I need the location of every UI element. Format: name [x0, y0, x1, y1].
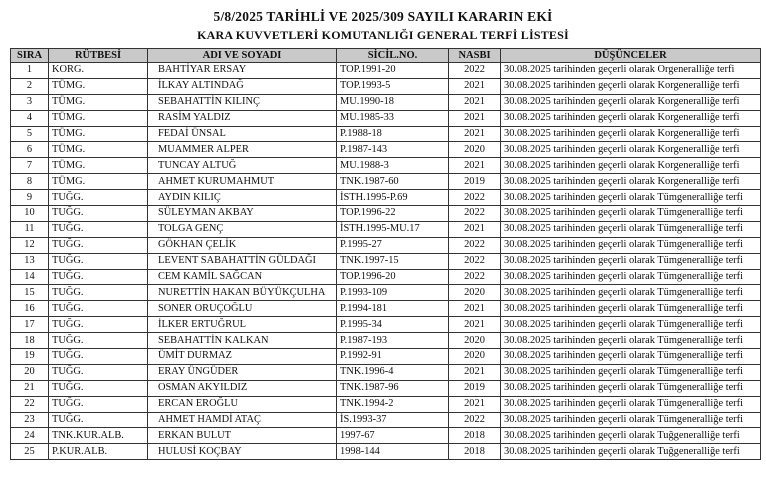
cell-sicil-no: P.1994-181: [337, 301, 449, 317]
cell-dusunceler: 30.08.2025 tarihinden geçerli olarak Tuğgeneralliğe terfi: [501, 444, 761, 460]
table-row: [11, 301, 761, 317]
cell-sicil-no: 1998-144: [337, 444, 449, 460]
cell-nasbi: 2018: [449, 444, 501, 460]
cell-rutbe: TUĞG.: [49, 412, 148, 428]
cell-ad-soyad: BAHTİYAR ERSAY: [148, 63, 337, 79]
cell-sira: 23: [11, 412, 49, 428]
cell-nasbi: 2019: [449, 174, 501, 190]
cell-dusunceler: 30.08.2025 tarihinden geçerli olarak Tümgeneralliğe terfi: [501, 317, 761, 333]
cell-sicil-no: TNK.1994-2: [337, 396, 449, 412]
cell-ad-soyad: GÖKHAN ÇELİK: [148, 237, 337, 253]
cell-nasbi: 2020: [449, 349, 501, 365]
cell-nasbi: 2022: [449, 253, 501, 269]
cell-sira: 2: [11, 78, 49, 94]
table-row: [11, 253, 761, 269]
cell-ad-soyad: LEVENT SABAHATTİN GÜLDAĞI: [148, 253, 337, 269]
cell-dusunceler: 30.08.2025 tarihinden geçerli olarak Orgeneralliğe terfi: [501, 63, 761, 79]
cell-sicil-no: TOP.1993-5: [337, 78, 449, 94]
cell-rutbe: TUĞG.: [49, 237, 148, 253]
cell-nasbi: 2022: [449, 190, 501, 206]
cell-ad-soyad: SÜLEYMAN AKBAY: [148, 206, 337, 222]
table-row: [11, 269, 761, 285]
table-row: [11, 206, 761, 222]
cell-dusunceler: 30.08.2025 tarihinden geçerli olarak Tümgeneralliğe terfi: [501, 269, 761, 285]
cell-ad-soyad: ERKAN BULUT: [148, 428, 337, 444]
cell-rutbe: TUĞG.: [49, 317, 148, 333]
cell-dusunceler: 30.08.2025 tarihinden geçerli olarak Tümgeneralliğe terfi: [501, 333, 761, 349]
cell-rutbe: TUĞG.: [49, 285, 148, 301]
cell-ad-soyad: AHMET HAMDİ ATAÇ: [148, 412, 337, 428]
cell-ad-soyad: SEBAHATTİN KALKAN: [148, 333, 337, 349]
cell-ad-soyad: NURETTİN HAKAN BÜYÜKÇULHA: [148, 285, 337, 301]
cell-sira: 4: [11, 110, 49, 126]
cell-sicil-no: TNK.1997-15: [337, 253, 449, 269]
cell-sicil-no: TOP.1991-20: [337, 63, 449, 79]
table-row: [11, 333, 761, 349]
cell-sicil-no: TNK.1987-60: [337, 174, 449, 190]
cell-nasbi: 2018: [449, 428, 501, 444]
cell-nasbi: 2021: [449, 78, 501, 94]
cell-nasbi: 2021: [449, 221, 501, 237]
cell-ad-soyad: TUNCAY ALTUĞ: [148, 158, 337, 174]
table-row: [11, 190, 761, 206]
table-row: [11, 158, 761, 174]
cell-ad-soyad: FEDAİ ÜNSAL: [148, 126, 337, 142]
cell-nasbi: 2019: [449, 380, 501, 396]
cell-rutbe: TUĞG.: [49, 333, 148, 349]
table-row: [11, 380, 761, 396]
table-row: [11, 221, 761, 237]
cell-sira: 15: [11, 285, 49, 301]
table-row: [11, 428, 761, 444]
cell-sicil-no: MU.1985-33: [337, 110, 449, 126]
cell-ad-soyad: SONER ORUÇOĞLU: [148, 301, 337, 317]
cell-ad-soyad: SEBAHATTİN KILINÇ: [148, 94, 337, 110]
cell-rutbe: TUĞG.: [49, 253, 148, 269]
cell-sicil-no: MU.1990-18: [337, 94, 449, 110]
cell-rutbe: TUĞG.: [49, 396, 148, 412]
cell-nasbi: 2021: [449, 94, 501, 110]
header-sicil-no: SİCİL.NO.: [337, 49, 449, 63]
cell-rutbe: TUĞG.: [49, 380, 148, 396]
table-row: [11, 396, 761, 412]
cell-sicil-no: P.1993-109: [337, 285, 449, 301]
cell-sicil-no: İSTH.1995-P.69: [337, 190, 449, 206]
table-row: [11, 110, 761, 126]
cell-ad-soyad: RASİM YALDIZ: [148, 110, 337, 126]
cell-rutbe: TÜMG.: [49, 110, 148, 126]
cell-dusunceler: 30.08.2025 tarihinden geçerli olarak Tümgeneralliğe terfi: [501, 364, 761, 380]
table-header-row: [11, 49, 761, 63]
cell-ad-soyad: MUAMMER ALPER: [148, 142, 337, 158]
cell-nasbi: 2020: [449, 142, 501, 158]
cell-sira: 24: [11, 428, 49, 444]
cell-dusunceler: 30.08.2025 tarihinden geçerli olarak Korgeneralliğe terfi: [501, 110, 761, 126]
table-body: [11, 63, 761, 460]
cell-nasbi: 2020: [449, 333, 501, 349]
cell-ad-soyad: ERAY ÜNGÜDER: [148, 364, 337, 380]
table-row: [11, 94, 761, 110]
table-row: [11, 364, 761, 380]
cell-dusunceler: 30.08.2025 tarihinden geçerli olarak Tümgeneralliğe terfi: [501, 237, 761, 253]
cell-sicil-no: İSTH.1995-MU.17: [337, 221, 449, 237]
cell-sicil-no: P.1995-27: [337, 237, 449, 253]
cell-rutbe: TÜMG.: [49, 142, 148, 158]
document-title: 5/8/2025 TARİHLİ VE 2025/309 SAYILI KARARIN EKİ: [213, 9, 553, 24]
cell-sira: 25: [11, 444, 49, 460]
table-row: [11, 317, 761, 333]
cell-sicil-no: P.1992-91: [337, 349, 449, 365]
cell-dusunceler: 30.08.2025 tarihinden geçerli olarak Tümgeneralliğe terfi: [501, 380, 761, 396]
cell-sira: 9: [11, 190, 49, 206]
cell-sira: 12: [11, 237, 49, 253]
cell-ad-soyad: AHMET KURUMAHMUT: [148, 174, 337, 190]
cell-dusunceler: 30.08.2025 tarihinden geçerli olarak Tümgeneralliğe terfi: [501, 190, 761, 206]
cell-nasbi: 2021: [449, 158, 501, 174]
cell-rutbe: TÜMG.: [49, 158, 148, 174]
cell-sira: 17: [11, 317, 49, 333]
cell-ad-soyad: İLKER ERTUĞRUL: [148, 317, 337, 333]
cell-dusunceler: 30.08.2025 tarihinden geçerli olarak Korgeneralliğe terfi: [501, 78, 761, 94]
cell-nasbi: 2022: [449, 237, 501, 253]
table-row: [11, 63, 761, 79]
table-row: [11, 444, 761, 460]
cell-ad-soyad: ÜMİT DURMAZ: [148, 349, 337, 365]
cell-ad-soyad: HULUSİ KOÇBAY: [148, 444, 337, 460]
cell-dusunceler: 30.08.2025 tarihinden geçerli olarak Tümgeneralliğe terfi: [501, 396, 761, 412]
cell-dusunceler: 30.08.2025 tarihinden geçerli olarak Korgeneralliğe terfi: [501, 142, 761, 158]
cell-nasbi: 2021: [449, 110, 501, 126]
table-row: [11, 237, 761, 253]
cell-rutbe: TUĞG.: [49, 364, 148, 380]
table-row: [11, 285, 761, 301]
cell-rutbe: TNK.KUR.ALB.: [49, 428, 148, 444]
cell-sira: 21: [11, 380, 49, 396]
cell-sicil-no: TNK.1987-96: [337, 380, 449, 396]
cell-sira: 10: [11, 206, 49, 222]
cell-rutbe: TUĞG.: [49, 221, 148, 237]
cell-rutbe: TUĞG.: [49, 349, 148, 365]
cell-sira: 5: [11, 126, 49, 142]
cell-sicil-no: 1997-67: [337, 428, 449, 444]
cell-dusunceler: 30.08.2025 tarihinden geçerli olarak Tümgeneralliğe terfi: [501, 349, 761, 365]
document-subtitle: KARA KUVVETLERİ KOMUTANLIĞI GENERAL TERFİ LİSTESİ: [197, 28, 569, 42]
cell-dusunceler: 30.08.2025 tarihinden geçerli olarak Tümgeneralliğe terfi: [501, 412, 761, 428]
cell-dusunceler: 30.08.2025 tarihinden geçerli olarak Tümgeneralliğe terfi: [501, 301, 761, 317]
cell-sira: 18: [11, 333, 49, 349]
header-sira: SIRA: [11, 49, 49, 63]
header-dusunceler: DÜŞÜNCELER: [501, 49, 761, 63]
cell-sicil-no: P.1987-143: [337, 142, 449, 158]
cell-rutbe: TUĞG.: [49, 301, 148, 317]
cell-nasbi: 2022: [449, 206, 501, 222]
table-row: [11, 126, 761, 142]
cell-dusunceler: 30.08.2025 tarihinden geçerli olarak Tümgeneralliğe terfi: [501, 285, 761, 301]
cell-rutbe: KORG.: [49, 63, 148, 79]
cell-sira: 1: [11, 63, 49, 79]
cell-sira: 3: [11, 94, 49, 110]
header-rutbe: RÜTBESİ: [49, 49, 148, 63]
cell-nasbi: 2021: [449, 396, 501, 412]
cell-sicil-no: TOP.1996-22: [337, 206, 449, 222]
table-row: [11, 174, 761, 190]
table-row: [11, 349, 761, 365]
cell-sira: 19: [11, 349, 49, 365]
cell-rutbe: TÜMG.: [49, 78, 148, 94]
cell-dusunceler: 30.08.2025 tarihinden geçerli olarak Korgeneralliğe terfi: [501, 158, 761, 174]
cell-sicil-no: P.1987-193: [337, 333, 449, 349]
cell-ad-soyad: OSMAN AKYILDIZ: [148, 380, 337, 396]
cell-nasbi: 2021: [449, 301, 501, 317]
cell-ad-soyad: AYDIN KILIÇ: [148, 190, 337, 206]
cell-sira: 11: [11, 221, 49, 237]
cell-rutbe: TÜMG.: [49, 174, 148, 190]
cell-rutbe: TÜMG.: [49, 126, 148, 142]
cell-sira: 8: [11, 174, 49, 190]
cell-ad-soyad: İLKAY ALTINDAĞ: [148, 78, 337, 94]
cell-dusunceler: 30.08.2025 tarihinden geçerli olarak Korgeneralliğe terfi: [501, 174, 761, 190]
table-row: [11, 78, 761, 94]
cell-ad-soyad: ERCAN EROĞLU: [148, 396, 337, 412]
table-row: [11, 142, 761, 158]
cell-sira: 6: [11, 142, 49, 158]
cell-sira: 22: [11, 396, 49, 412]
table-row: [11, 412, 761, 428]
cell-nasbi: 2022: [449, 63, 501, 79]
cell-nasbi: 2022: [449, 269, 501, 285]
cell-nasbi: 2021: [449, 126, 501, 142]
cell-nasbi: 2020: [449, 285, 501, 301]
cell-sicil-no: İS.1993-37: [337, 412, 449, 428]
promotion-table: [10, 48, 761, 460]
cell-dusunceler: 30.08.2025 tarihinden geçerli olarak Tümgeneralliğe terfi: [501, 221, 761, 237]
cell-dusunceler: 30.08.2025 tarihinden geçerli olarak Tümgeneralliğe terfi: [501, 206, 761, 222]
cell-sira: 13: [11, 253, 49, 269]
cell-sicil-no: TOP.1996-20: [337, 269, 449, 285]
cell-sira: 20: [11, 364, 49, 380]
cell-ad-soyad: TOLGA GENÇ: [148, 221, 337, 237]
cell-sicil-no: P.1995-34: [337, 317, 449, 333]
cell-nasbi: 2022: [449, 412, 501, 428]
cell-rutbe: TUĞG.: [49, 190, 148, 206]
cell-rutbe: P.KUR.ALB.: [49, 444, 148, 460]
cell-sicil-no: TNK.1996-4: [337, 364, 449, 380]
cell-dusunceler: 30.08.2025 tarihinden geçerli olarak Korgeneralliğe terfi: [501, 126, 761, 142]
header-ad-soyad: ADI VE SOYADI: [148, 49, 337, 63]
cell-sicil-no: P.1988-18: [337, 126, 449, 142]
cell-rutbe: TUĞG.: [49, 206, 148, 222]
cell-nasbi: 2021: [449, 317, 501, 333]
cell-rutbe: TÜMG.: [49, 94, 148, 110]
cell-dusunceler: 30.08.2025 tarihinden geçerli olarak Korgeneralliğe terfi: [501, 94, 761, 110]
cell-sira: 14: [11, 269, 49, 285]
cell-sira: 7: [11, 158, 49, 174]
cell-dusunceler: 30.08.2025 tarihinden geçerli olarak Tuğgeneralliğe terfi: [501, 428, 761, 444]
cell-sira: 16: [11, 301, 49, 317]
cell-ad-soyad: CEM KAMİL SAĞCAN: [148, 269, 337, 285]
cell-rutbe: TUĞG.: [49, 269, 148, 285]
cell-dusunceler: 30.08.2025 tarihinden geçerli olarak Tümgeneralliğe terfi: [501, 253, 761, 269]
cell-nasbi: 2021: [449, 364, 501, 380]
header-nasbi: NASBI: [449, 49, 501, 63]
cell-sicil-no: MU.1988-3: [337, 158, 449, 174]
